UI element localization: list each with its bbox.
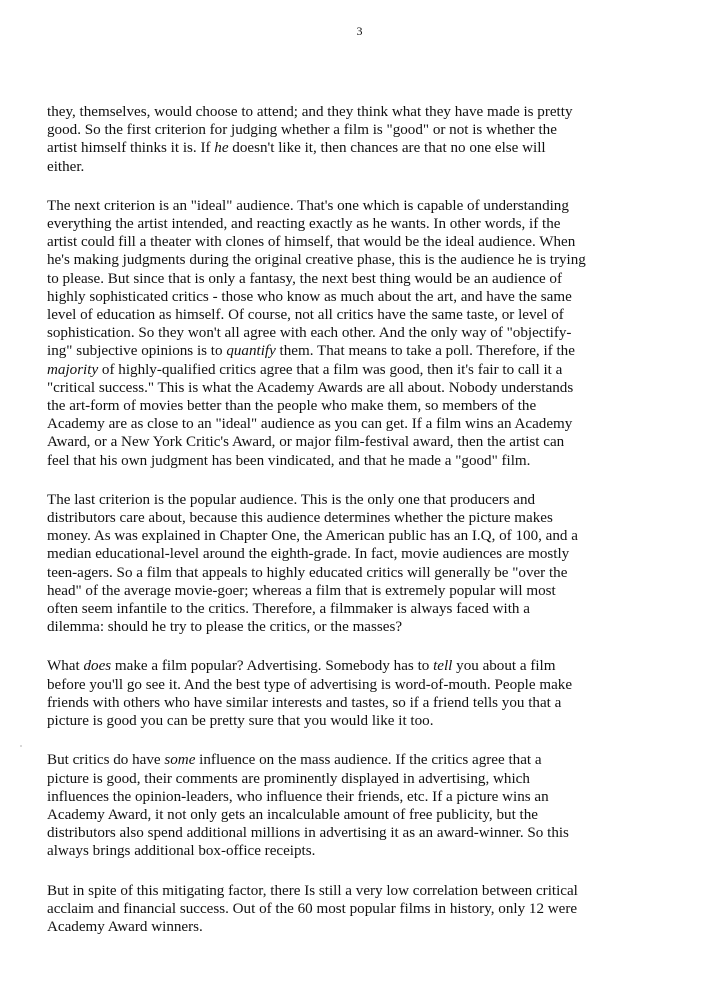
text-segment: influence on the mass audience. If the critics agree that a [195,752,542,769]
text-segment: Academy are as close to an "ideal" audience as you can get. If a film wins an Academy [47,416,573,433]
text-segment: But critics do have [47,752,165,769]
text-segment: influences the opinion-leaders, who influence their friends, etc. If a picture wins an [47,788,549,805]
text-segment: head" of the average movie-goer; whereas a film that is extremely popular will most [47,582,556,599]
paragraph-6 [47,882,665,937]
emphasized-word: tell [433,658,453,675]
text-segment: to please. But since that is only a fantasy, the next best thing would be an audience of [47,270,563,287]
page-number: 3 [356,24,363,38]
text-line [47,121,665,139]
text-segment: either. [47,158,85,175]
paragraph-4 [47,657,665,730]
text-segment: Academy Award, it not only gets an incalculable amount of free publicity, but the [47,806,538,823]
text-line [47,582,665,600]
text-line [47,233,665,251]
text-line [47,676,665,694]
text-line [47,824,665,842]
text-line [47,361,665,379]
text-line [47,197,665,215]
text-segment: good. So the first criterion for judging whether a film is "good" or not is whether the [47,122,557,139]
text-segment: distributors care about, because this audience determines whether the picture makes [47,510,553,527]
text-line [47,491,665,509]
text-line [47,215,665,233]
text-line [47,770,665,788]
text-line [47,882,665,900]
text-line [47,842,665,860]
text-segment: The last criterion is the popular audience. This is the only one that producers and [47,491,536,508]
body-text [47,103,665,936]
text-line [47,342,665,360]
paragraph-3 [47,491,665,637]
text-line [47,397,665,415]
text-segment: The next criterion is an "ideal" audience. That's one which is capable of understanding [47,197,569,214]
text-segment: picture is good, their comments are prominently displayed in advertising, which [47,770,530,787]
text-line [47,415,665,433]
text-line [47,379,665,397]
text-segment: the art-form of movies better than the people who make them, so members of the [47,398,537,415]
text-line [47,509,665,527]
text-line [47,618,665,636]
text-line [47,657,665,675]
text-line [47,270,665,288]
text-segment: you about a film [452,658,556,675]
paragraph-1 [47,103,665,176]
emphasized-word: quantify [226,343,276,360]
text-segment: Award, or a New York Critic's Award, or major film-festival award, then the artist can [47,434,565,451]
emphasized-word: some [164,752,196,769]
text-line [47,527,665,545]
text-line [47,806,665,824]
text-segment: doesn't like it, then chances are that no one else will [228,140,546,157]
emphasized-word: does [83,658,112,675]
text-segment: money. As was explained in Chapter One, the American public has an I.Q, of 100, and a [47,528,578,545]
text-line [47,306,665,324]
text-line [47,900,665,918]
text-line [47,712,665,730]
text-line [47,251,665,269]
text-segment: often seem infantile to the critics. Therefore, a filmmaker is always faced with a [47,601,530,618]
text-segment: teen-agers. So a film that appeals to highly educated critics will generally be "over the [47,564,568,581]
text-segment: always brings additional box-office receipts. [47,843,316,860]
paragraph-2 [47,197,665,470]
text-line [47,103,665,121]
text-line [47,564,665,582]
text-segment: median educational-level around the eighth-grade. In fact, movie audiences are mostly [47,546,570,563]
scan-speck [20,745,22,747]
text-line [47,139,665,157]
text-segment: sophistication. So they won't all agree with each other. And the only way of "objectify- [47,325,572,342]
text-segment: "critical success." This is what the Academy Awards are all about. Nobody understands [47,379,574,396]
text-line [47,324,665,342]
text-line [47,600,665,618]
text-segment: artist could fill a theater with clones of himself, that would be the ideal audience. When [47,234,576,251]
text-line [47,751,665,769]
emphasized-word: majority [47,361,99,378]
paragraph-5 [47,751,665,860]
text-line [47,545,665,563]
text-segment: acclaim and financial success. Out of the 60 most popular films in history, only 12 were [47,900,578,917]
text-segment: of highly-qualified critics agree that a film was good, then it's fair to call it a [98,361,563,378]
text-segment: But in spite of this mitigating factor, there Is still a very low correlation between critical [47,882,578,899]
text-segment: distributors also spend additional millions in advertising it as an award-winner. So this [47,825,569,842]
text-segment: artist himself thinks it is. If [47,140,215,157]
text-segment: everything the artist intended, and reacting exactly as he wants. In other words, if the [47,216,561,233]
text-segment: he's making judgments during the original creative phase, this is the audience he is trying [47,252,586,269]
text-segment: highly sophisticated critics - those who know as much about the art, and have the same [47,288,572,305]
text-line [47,158,665,176]
text-segment: What [47,658,84,675]
text-line [47,788,665,806]
text-line [47,918,665,936]
text-segment: picture is good you can be pretty sure that you would like it too. [47,713,434,730]
text-segment: feel that his own judgment has been vindicated, and that he made a "good" film. [47,452,531,469]
text-segment: dilemma: should he try to please the critics, or the masses? [47,619,403,636]
text-segment: make a film popular? Advertising. Somebody has to [111,658,434,675]
text-segment: before you'll go see it. And the best type of advertising is word-of-mouth. People make [47,676,573,693]
text-segment: they, themselves, would choose to attend; and they think what they have made is pretty [47,104,573,120]
text-segment: level of education as himself. Of course, not all critics have the same taste, or level of [47,307,564,324]
text-line [47,288,665,306]
text-segment: them. That means to take a poll. Therefore, if the [275,343,575,360]
text-segment: Academy Award winners. [47,918,203,935]
text-line [47,694,665,712]
text-segment: friends with others who have similar interests and tastes, so if a friend tells you that a [47,694,562,711]
text-segment: ing" subjective opinions is to [47,343,227,360]
text-line [47,452,665,470]
emphasized-word: he [214,140,229,157]
text-line [47,433,665,451]
